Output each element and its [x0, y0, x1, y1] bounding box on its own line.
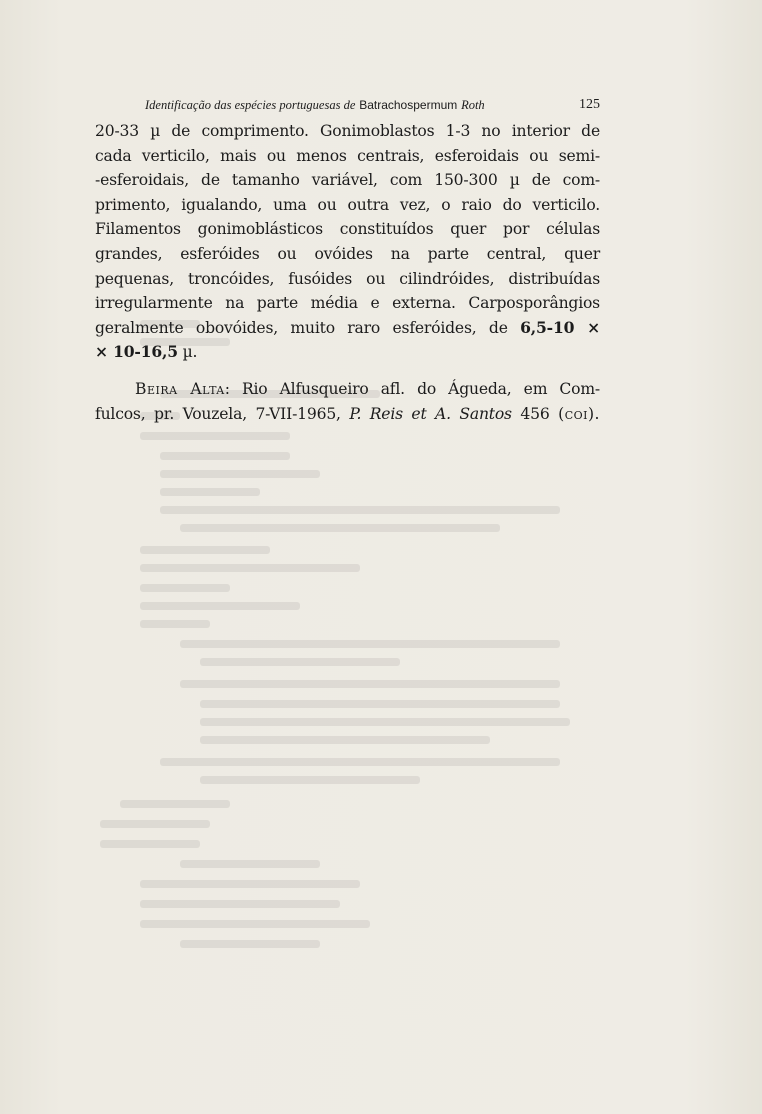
paragraph-locality [95, 377, 600, 426]
running-title-genus: Batrachospermum [359, 98, 458, 112]
text-line: grandes, esferóides ou ovóides na parte central, quer [95, 244, 600, 263]
location-text: : Rio Alfusqueiro afl. do Águeda, em Com- [224, 379, 600, 398]
text-line: 20-33 µ de comprimento. Gonimoblastos 1-3 no interior de [95, 122, 600, 140]
text-line: cada verticilo, mais ou menos centrais, esferoidais ou semi- [95, 146, 600, 165]
running-title-text: Identificação das espécies portuguesas de [145, 98, 356, 112]
text-line: irregularmente na parte média e externa. Carposporângios [95, 294, 600, 313]
unit: µ. [182, 343, 198, 362]
page-number: 125 [579, 97, 600, 112]
text-line: primento, igualando, uma ou outra vez, o raio do verticilo. [95, 195, 600, 214]
paragraph-description [95, 119, 600, 365]
collectors: P. Reis et A. Santos [349, 404, 512, 423]
text-line [95, 316, 600, 341]
text-line [95, 402, 600, 427]
collection-date: fulcos, pr. Vouzela, 7-VII-1965, [95, 404, 341, 423]
specimen-number: 456 [520, 404, 550, 423]
text-line: pequenas, troncóides, fusóides ou cilindróides, distribuídas [95, 269, 600, 288]
running-header [145, 96, 600, 114]
text-line: Filamentos gonimoblásticos constituídos quer por células [95, 220, 600, 239]
body-text [95, 119, 600, 426]
running-title-author: Roth [461, 98, 485, 112]
line-text: geralmente obovóides, muito raro esferóides, de [95, 318, 508, 337]
herbarium: (coi). [558, 404, 601, 423]
measurement: 6,5-10 × [520, 317, 600, 337]
region-label: Beira Alta [135, 379, 225, 398]
text-line: -esferoidais, de tamanho variável, com 150-300 µ de com- [95, 171, 600, 190]
running-title [145, 96, 485, 114]
text-line [95, 340, 600, 365]
measurement: × 10-16,5 [95, 342, 178, 362]
text-line [95, 377, 600, 402]
